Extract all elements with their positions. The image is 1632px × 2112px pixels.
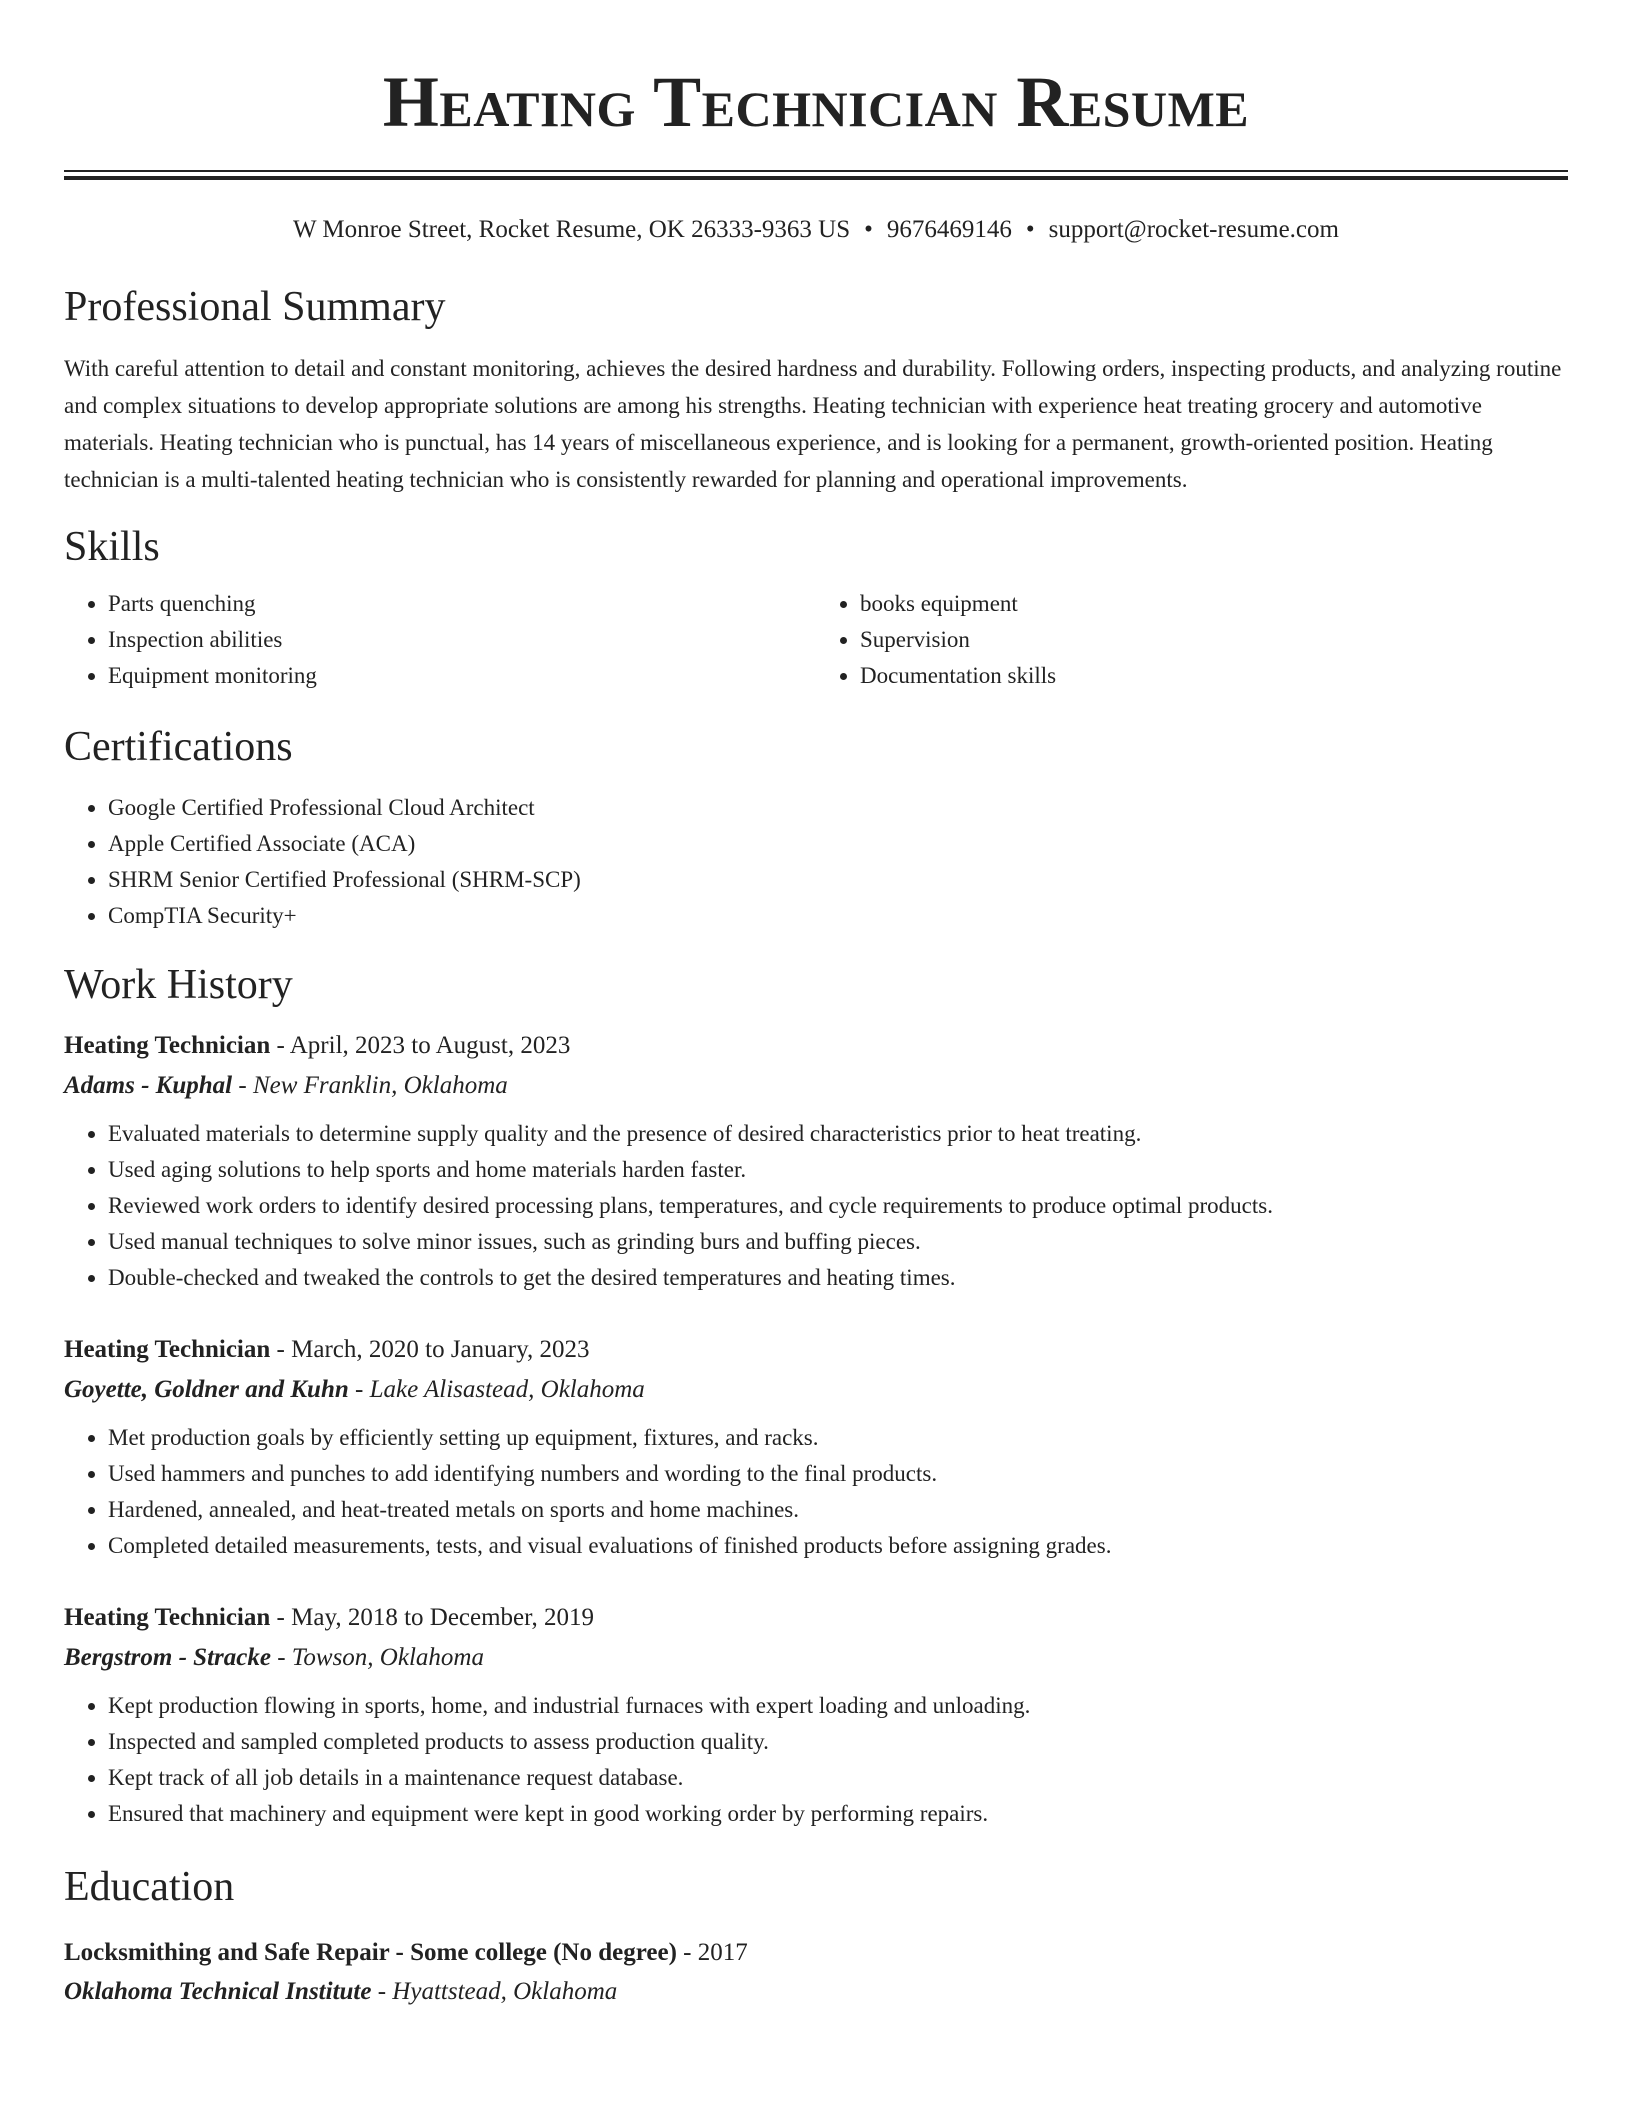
contact-separator: • <box>864 216 873 243</box>
summary-text: With careful attention to detail and constant monitoring, achieves the desired hardness and durability. Following orders, inspecting products, and analyzing routine and complex situations to develop appropriate solutions are among his strengths. Heating technician with experience heat treating grocery and automotive materials. Heating technician who is punctual, has 14 years of miscellaneous experience, and is looking for a permanent, growth-oriented position. Heating technician is a multi-talented heating technician who is consistently rewarded for planning and operational improvements. <box>64 356 1562 492</box>
education-year: 2017 <box>697 1939 748 1966</box>
resume-title: Heating Technician Resume <box>382 62 1250 142</box>
work-history-heading: Work History <box>64 962 293 1008</box>
job-entry <box>64 1026 1568 1296</box>
skill-item: • Supervision <box>860 622 1568 658</box>
job-bullets <box>64 1420 1568 1564</box>
job-bullet: • Inspected and sampled completed products to assess production quality. <box>108 1724 1568 1760</box>
job-header: Heating Technician - April, 2023 to August, 2023 <box>64 1032 571 1059</box>
education-degree: Locksmithing and Safe Repair - Some college (No degree) <box>64 1939 677 1966</box>
job-bullet: • Completed detailed measurements, tests, and visual evaluations of finished products before assigning grades. <box>108 1528 1568 1564</box>
job-title: Heating Technician <box>64 1336 271 1363</box>
job-dates: March, 2020 to January, 2023 <box>291 1336 590 1363</box>
job-bullet: • Hardened, annealed, and heat-treated metals on sports and home machines. <box>108 1492 1568 1528</box>
job-header: Heating Technician - March, 2020 to January, 2023 <box>64 1336 590 1363</box>
job-company: Goyette, Goldner and Kuhn <box>64 1376 349 1403</box>
skill-item: • Parts quenching <box>108 586 816 622</box>
certification-item: • Apple Certified Associate (ACA) <box>108 826 1568 862</box>
job-employer: Adams - Kuphal - New Franklin, Oklahoma <box>64 1072 508 1099</box>
certification-item: • CompTIA Security+ <box>108 898 1568 934</box>
contact-separator: • <box>1025 216 1035 243</box>
skills-grid <box>64 586 1568 694</box>
job-bullet: • Used manual techniques to solve minor issues, such as grinding burs and buffing pieces. <box>108 1224 1568 1260</box>
education-school: Oklahoma Technical Institute <box>64 1978 372 2005</box>
skills-list-left <box>64 586 816 694</box>
job-location: New Franklin, Oklahoma <box>252 1072 508 1099</box>
job-entry <box>64 1330 1568 1564</box>
certification-item: • SHRM Senior Certified Professional (SHRM-SCP) <box>108 862 1568 898</box>
job-entry <box>64 1598 1568 1832</box>
skills-list-right <box>816 586 1568 694</box>
job-bullet: • Used hammers and punches to add identifying numbers and wording to the final products. <box>108 1456 1568 1492</box>
certifications-list <box>64 790 1568 934</box>
skill-item: • books equipment <box>860 586 1568 622</box>
skill-item: • Inspection abilities <box>108 622 816 658</box>
title-divider <box>64 170 1568 180</box>
education-heading: Education <box>64 1864 235 1910</box>
skill-item: • Documentation skills <box>860 658 1568 694</box>
job-title: Heating Technician <box>64 1032 271 1059</box>
skill-item: • Equipment monitoring <box>108 658 816 694</box>
contact-phone: 9676469146 <box>886 216 1012 243</box>
job-bullet: • Double-checked and tweaked the controls to get the desired temperatures and heating times. <box>108 1260 1568 1296</box>
job-bullet: • Ensured that machinery and equipment were kept in good working order by performing repairs. <box>108 1796 1568 1832</box>
job-bullets <box>64 1116 1568 1296</box>
summary-heading: Professional Summary <box>64 284 446 330</box>
certification-item: • Google Certified Professional Cloud Architect <box>108 790 1568 826</box>
job-employer: Bergstrom - Stracke - Towson, Oklahoma <box>64 1644 484 1671</box>
education-entry <box>64 1934 1568 2012</box>
job-bullet: • Reviewed work orders to identify desired processing plans, temperatures, and cycle requirements to produce optimal products. <box>108 1188 1568 1224</box>
job-bullet: • Used aging solutions to help sports and home materials harden faster. <box>108 1152 1568 1188</box>
job-header: Heating Technician - May, 2018 to December, 2019 <box>64 1604 594 1631</box>
contact-address: W Monroe Street, Rocket Resume, OK 26333-9363 US <box>293 216 851 243</box>
contact-line <box>64 214 1568 246</box>
job-company: Bergstrom - Stracke <box>64 1644 271 1671</box>
certifications-heading: Certifications <box>64 724 293 770</box>
job-bullet: • Met production goals by efficiently setting up equipment, fixtures, and racks. <box>108 1420 1568 1456</box>
contact-email: support@rocket-resume.com <box>1048 216 1339 243</box>
education-school-line: Oklahoma Technical Institute - Hyattstead, Oklahoma <box>64 1978 618 2005</box>
education-header: Locksmithing and Safe Repair - Some college (No degree) - 2017 <box>64 1939 748 1966</box>
job-dates: May, 2018 to December, 2019 <box>291 1604 594 1631</box>
job-location: Lake Alisastead, Oklahoma <box>369 1376 645 1403</box>
job-bullets <box>64 1688 1568 1832</box>
job-employer: Goyette, Goldner and Kuhn - Lake Alisastead, Oklahoma <box>64 1376 645 1403</box>
job-bullet: • Kept track of all job details in a maintenance request database. <box>108 1760 1568 1796</box>
job-company: Adams - Kuphal <box>64 1072 233 1099</box>
job-location: Towson, Oklahoma <box>291 1644 484 1671</box>
skills-heading: Skills <box>64 524 160 570</box>
job-dates: April, 2023 to August, 2023 <box>289 1032 571 1059</box>
job-bullet: • Evaluated materials to determine supply quality and the presence of desired characteristics prior to heat treating. <box>108 1116 1568 1152</box>
job-title: Heating Technician <box>64 1604 271 1631</box>
education-location: Hyattstead, Oklahoma <box>392 1978 618 2005</box>
job-bullet: • Kept production flowing in sports, home, and industrial furnaces with expert loading and unloading. <box>108 1688 1568 1724</box>
